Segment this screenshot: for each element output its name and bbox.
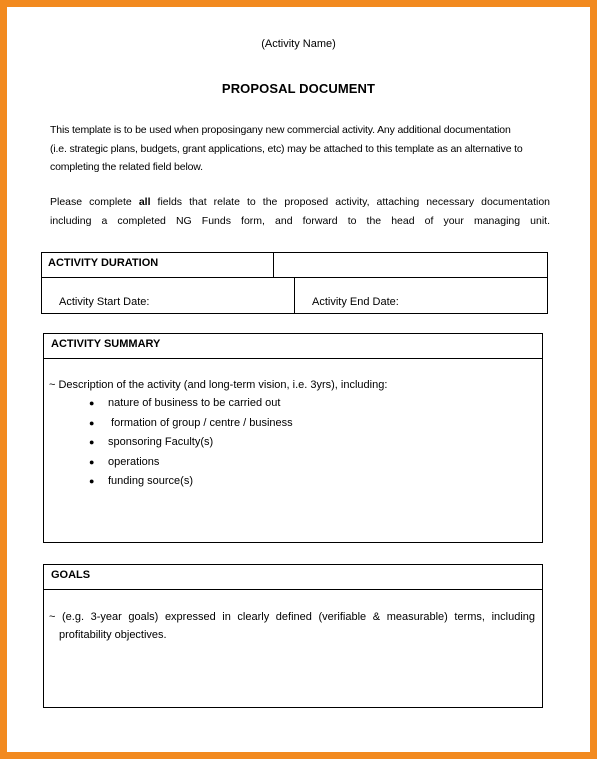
duration-header-row: [42, 253, 547, 278]
intro-paragraph-2: [50, 193, 550, 230]
intro-paragraph-1: [50, 121, 550, 177]
document-title: PROPOSAL DOCUMENT: [221, 81, 376, 96]
goals-heading: GOALS: [44, 565, 542, 590]
goals-line: ~ (e.g. 3-year goals) expressed in clearly defined (verifiable & measurable) terms, including: [49, 611, 535, 623]
list-item-text: funding source(s): [108, 475, 193, 487]
bullet-icon: ●: [89, 456, 95, 467]
intro-text: Please complete: [50, 196, 139, 208]
intro-line: including a completed NG Funds form, and forward to the head of your managing unit.: [50, 214, 550, 227]
activity-duration-table: [41, 252, 548, 314]
intro-line: [50, 193, 550, 212]
duration-heading: ACTIVITY DURATION: [42, 253, 274, 277]
goals-line: profitability objectives.: [59, 629, 167, 641]
bullet-icon: ●: [89, 437, 95, 447]
list-item: [89, 414, 293, 434]
activity-name: (Activity Name): [261, 38, 336, 50]
list-item-text: nature of business to be carried out: [108, 397, 281, 409]
intro-emphasis: all: [138, 196, 151, 208]
bullet-icon: ●: [89, 417, 95, 428]
summary-description[interactable]: ~ Description of the activity (and long-term vision, i.e. 3yrs), including:: [49, 379, 388, 391]
summary-bullet-list: [89, 394, 293, 492]
list-item: [89, 453, 293, 473]
intro-line: This template is to be used when proposingany new commercial activity. Any additional documentation: [50, 124, 511, 136]
bullet-icon: ●: [89, 398, 95, 408]
list-item-text: operations: [108, 455, 160, 468]
summary-heading: ACTIVITY SUMMARY: [44, 334, 542, 359]
end-date-field[interactable]: Activity End Date:: [312, 296, 399, 308]
goals-section: [43, 564, 543, 708]
list-item-text: sponsoring Faculty(s): [108, 436, 214, 448]
intro-line: completing the related field below.: [50, 161, 203, 173]
list-item: [89, 433, 293, 453]
list-item: [89, 472, 293, 492]
list-item: [89, 394, 293, 414]
bullet-icon: ●: [89, 476, 95, 486]
intro-line: (i.e. strategic plans, budgets, grant applications, etc) may be attached to this template as an alternative to: [50, 142, 523, 155]
intro-text: fields that relate to the proposed activity, attaching necessary documentation: [150, 196, 550, 208]
start-date-field[interactable]: Activity Start Date:: [42, 278, 295, 313]
goals-description[interactable]: [49, 608, 535, 644]
activity-summary-section: [43, 333, 543, 543]
list-item-text: formation of group / centre / business: [108, 416, 293, 429]
